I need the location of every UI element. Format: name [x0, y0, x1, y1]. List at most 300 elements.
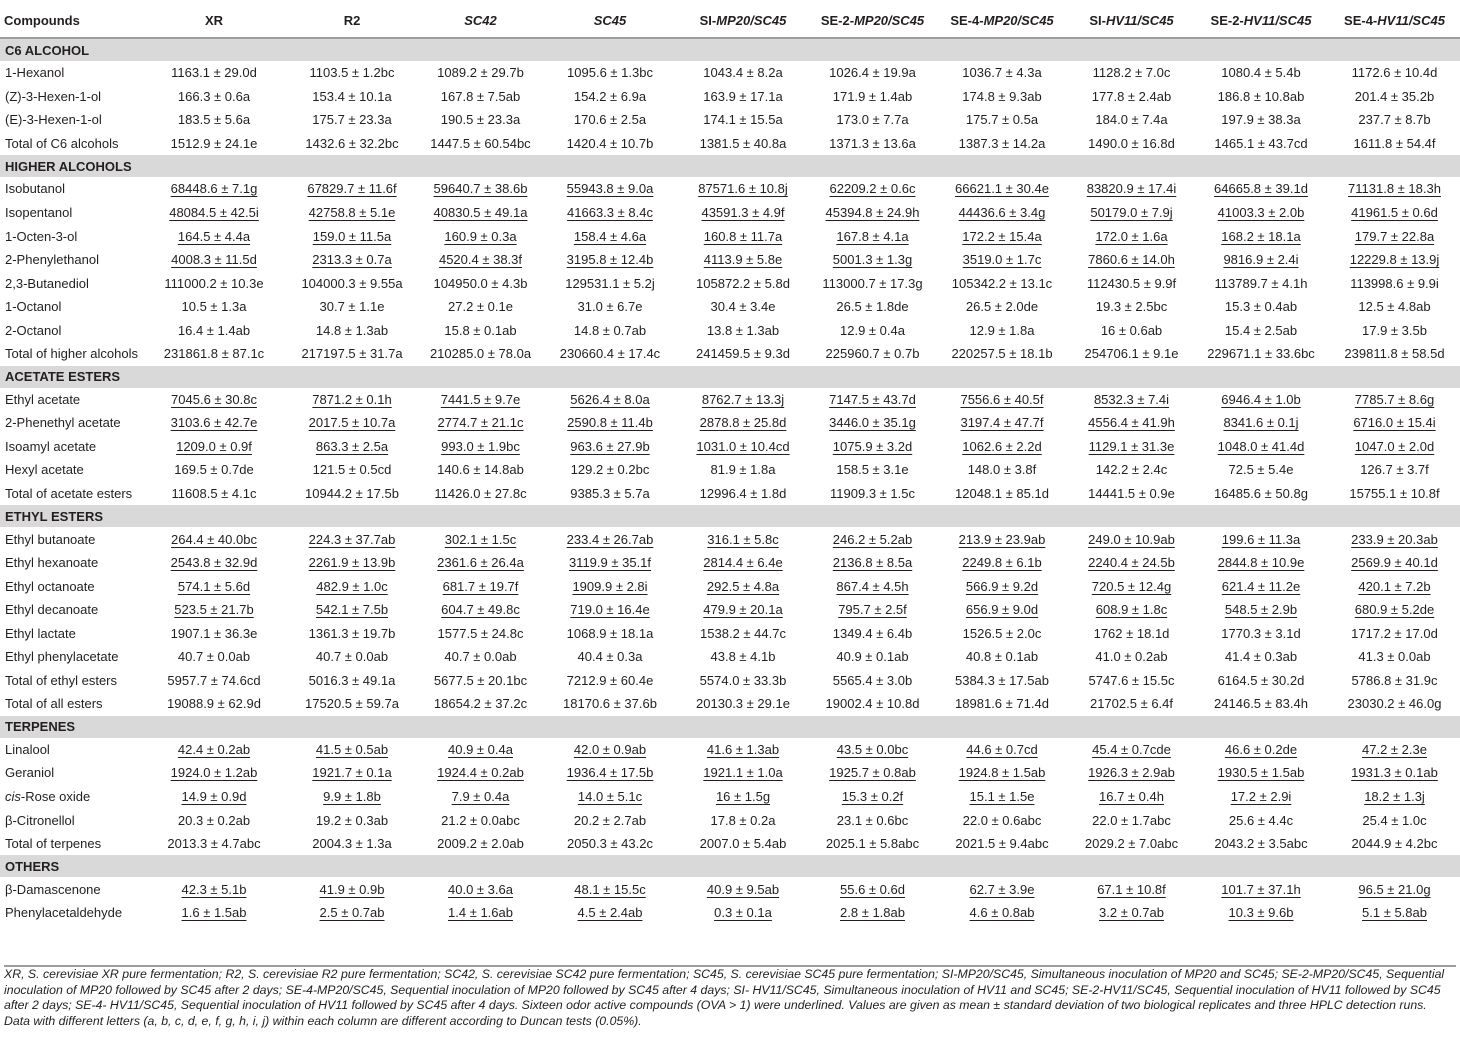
footnote-text: XR, S. cerevisiae XR pure fermentation; R2, S. cerevisiae R2 pure fermentation; SC42, S. cerevisiae SC42 pure fermentation; SC45, S. cerevisiae SC45 pure fermentation; SI-MP20/SC45, Simultaneous inoculation of MP20 and SC45; SE-2-MP20/SC45, Sequential inoculation of MP20 followed by SC45 after 2 days; SE-4-MP20/SC45, Sequential inoculation of MP20 followed by SC45 after 4 days; SI- HV11/SC45, Simultaneous inoculation of HV11 and SC45; SE-2-HV11/SC45, Sequential inoculation of HV11 followed by SC45 after 2 days; SE-4- HV11/SC45, Sequential inoculation of HV11 followed by SC45 after 4 days. Sixteen odor active compounds (OVA > 1) were underlined. Values are given as mean ± standard deviation of two biological replicates and three HPLC detection runs. Data with different letters (a, b, c, d, e, f, g, h, i, j) within each column are different according to Duncan tests (0.05%).	[4, 967, 1445, 1028]
value-cell	[1329, 877, 1460, 901]
value-text: 67829.7 ± 11.6f	[307, 181, 397, 197]
value-cell	[545, 318, 675, 342]
value-cell	[675, 832, 811, 856]
value-cell	[1070, 318, 1193, 342]
value-text: 62.7 ± 3.9e	[969, 881, 1035, 897]
value-text: 167.8 ± 7.5ab	[440, 88, 521, 104]
table-row	[0, 388, 1460, 412]
value-text: 48.1 ± 15.5c	[574, 881, 646, 897]
value-text: 1490.0 ± 16.8d	[1088, 135, 1175, 151]
value-cell	[416, 177, 545, 201]
value-text: 6716.0 ± 15.4i	[1353, 415, 1436, 431]
value-cell	[934, 435, 1070, 459]
value-text: 168.2 ± 18.1a	[1221, 228, 1301, 244]
value-cell	[934, 201, 1070, 225]
value-cell	[811, 458, 934, 482]
value-text: 224.3 ± 37.7ab	[308, 531, 396, 547]
value-text: 680.9 ± 5.2de	[1354, 602, 1435, 618]
value-cell	[811, 901, 934, 925]
value-cell	[1329, 738, 1460, 762]
value-cell	[1070, 598, 1193, 622]
value-text: 3.2 ± 0.7ab	[1099, 905, 1164, 921]
value-cell	[545, 621, 675, 645]
value-text: 11426.0 ± 27.8c	[434, 486, 527, 502]
value-text: 2774.7 ± 21.1c	[437, 415, 524, 431]
value-text: 45.4 ± 0.7cde	[1092, 741, 1171, 757]
column-header-text: Compounds	[4, 13, 80, 28]
value-text: 1770.3 ± 3.1d	[1221, 625, 1301, 641]
value-cell	[140, 108, 288, 132]
value-cell	[1193, 574, 1329, 598]
value-text: 292.5 ± 4.8a	[706, 578, 780, 594]
compound-name: Total of acetate esters	[5, 486, 133, 502]
value-cell	[1329, 201, 1460, 225]
value-cell	[1070, 574, 1193, 598]
value-cell	[545, 295, 675, 319]
value-text: 173.0 ± 7.7a	[836, 112, 909, 128]
value-text: 2844.8 ± 10.9e	[1217, 555, 1305, 571]
value-cell	[288, 85, 416, 109]
value-text: 239811.8 ± 58.5d	[1344, 346, 1445, 362]
value-text: 3446.0 ± 35.1g	[829, 415, 916, 431]
value-cell	[545, 551, 675, 575]
value-text: 5786.8 ± 31.9c	[1351, 672, 1438, 688]
value-cell	[288, 645, 416, 669]
value-cell	[140, 295, 288, 319]
value-cell	[140, 877, 288, 901]
value-cell	[140, 271, 288, 295]
value-text: 43.8 ± 4.1b	[710, 649, 776, 665]
value-text: 1.6 ± 1.5ab	[181, 905, 247, 921]
compound-name: Isoamyl acetate	[5, 438, 97, 454]
value-text: 166.3 ± 0.6a	[177, 88, 251, 104]
value-text: 18.2 ± 1.3j	[1364, 789, 1425, 805]
value-text: 863.3 ± 2.5a	[315, 438, 389, 454]
value-cell	[416, 645, 545, 669]
volatile-compounds-table	[0, 4, 1460, 925]
value-cell	[1070, 435, 1193, 459]
value-cell	[811, 761, 934, 785]
column-header-text: SE-4-	[1344, 13, 1378, 28]
value-text: 22.0 ± 1.7abc	[1092, 812, 1171, 828]
value-text: 608.9 ± 1.8c	[1095, 602, 1168, 618]
value-cell	[288, 808, 416, 832]
value-cell	[288, 411, 416, 435]
value-cell	[288, 61, 416, 85]
value-text: 172.0 ± 1.6a	[1095, 228, 1168, 244]
value-text: 604.7 ± 49.8c	[441, 602, 520, 618]
value-cell	[545, 692, 675, 716]
value-text: 81.9 ± 1.8a	[710, 462, 776, 478]
value-text: 5016.3 ± 49.1a	[308, 672, 396, 688]
value-text: 225960.7 ± 0.7b	[825, 346, 920, 362]
value-cell	[416, 435, 545, 459]
value-text: 4520.4 ± 38.3f	[438, 252, 523, 268]
value-text: 87571.6 ± 10.8j	[698, 181, 788, 197]
value-text: 15.3 ± 0.2f	[841, 789, 904, 805]
value-text: 7785.7 ± 8.6g	[1354, 391, 1435, 407]
value-text: 201.4 ± 35.2b	[1354, 88, 1435, 104]
value-text: 171.9 ± 1.4ab	[832, 88, 913, 104]
value-cell	[1329, 669, 1460, 693]
value-cell	[288, 551, 416, 575]
value-cell	[1329, 85, 1460, 109]
value-text: 113998.6 ± 9.9i	[1350, 275, 1439, 291]
value-text: 174.8 ± 9.3ab	[962, 88, 1042, 104]
value-text: 12.9 ± 1.8a	[969, 322, 1035, 338]
value-text: 2021.5 ± 9.4abc	[955, 836, 1049, 852]
value-cell	[545, 832, 675, 856]
value-text: 1924.8 ± 1.5ab	[958, 765, 1046, 781]
value-cell	[140, 645, 288, 669]
value-cell	[811, 248, 934, 272]
value-text: 40.0 ± 3.6a	[448, 881, 513, 897]
value-text: 233.9 ± 20.3ab	[1351, 531, 1438, 547]
value-cell	[1329, 785, 1460, 809]
compound-name: Ethyl decanoate	[5, 602, 99, 618]
value-cell	[416, 761, 545, 785]
value-text: 2007.0 ± 5.4ab	[699, 836, 787, 852]
table-row	[0, 482, 1460, 506]
value-text: 2004.3 ± 1.3a	[312, 836, 392, 852]
value-cell	[416, 108, 545, 132]
value-text: 2043.2 ± 3.5abc	[1214, 836, 1308, 852]
value-text: 720.5 ± 12.4g	[1091, 578, 1172, 594]
value-text: 105872.2 ± 5.8d	[696, 275, 790, 291]
value-cell	[1070, 669, 1193, 693]
value-cell	[1193, 832, 1329, 856]
value-text: 62209.2 ± 0.6c	[829, 181, 916, 197]
value-cell	[675, 692, 811, 716]
value-text: 2543.8 ± 32.9d	[170, 555, 258, 571]
value-cell	[545, 785, 675, 809]
value-cell	[675, 738, 811, 762]
value-cell	[1193, 527, 1329, 551]
table-row	[0, 248, 1460, 272]
value-text: 5747.6 ± 15.5c	[1088, 672, 1175, 688]
value-cell	[1329, 295, 1460, 319]
value-text: 3197.4 ± 47.7f	[960, 415, 1044, 431]
value-cell	[288, 388, 416, 412]
value-text: 104950.0 ± 4.3b	[433, 275, 528, 291]
compound-name: Isobutanol	[5, 181, 65, 197]
value-cell	[288, 832, 416, 856]
value-cell	[1070, 621, 1193, 645]
value-cell	[416, 598, 545, 622]
value-text: 2590.8 ± 11.4b	[567, 415, 653, 431]
value-text: 10944.2 ± 17.5b	[305, 486, 399, 502]
value-cell	[934, 482, 1070, 506]
value-cell	[675, 645, 811, 669]
value-text: 16.4 ± 1.4ab	[177, 322, 251, 338]
value-cell	[545, 177, 675, 201]
value-cell	[675, 271, 811, 295]
value-text: 795.7 ± 2.5f	[838, 602, 907, 618]
value-text: 126.7 ± 3.7f	[1360, 462, 1429, 478]
value-cell	[545, 598, 675, 622]
value-cell	[1329, 692, 1460, 716]
value-text: 186.8 ± 10.8ab	[1217, 88, 1305, 104]
value-cell	[416, 574, 545, 598]
value-text: 548.5 ± 2.9b	[1224, 602, 1298, 618]
value-text: 42758.8 ± 5.1e	[308, 205, 396, 220]
value-text: 1095.6 ± 1.3bc	[567, 65, 653, 81]
value-cell	[1070, 761, 1193, 785]
value-text: 220257.5 ± 18.1b	[951, 346, 1053, 362]
value-cell	[1193, 669, 1329, 693]
value-cell	[416, 342, 545, 366]
table-row	[0, 692, 1460, 716]
value-text: 129531.1 ± 5.2j	[565, 275, 655, 291]
value-text: 1209.0 ± 0.9f	[176, 438, 252, 454]
table-row	[0, 901, 1460, 925]
table-row	[0, 61, 1460, 85]
value-cell	[934, 248, 1070, 272]
value-cell	[545, 738, 675, 762]
value-text: 170.6 ± 2.5a	[573, 112, 647, 128]
value-cell	[811, 621, 934, 645]
value-text: 1577.5 ± 24.8c	[437, 625, 524, 641]
value-text: 164.5 ± 4.4a	[177, 228, 251, 244]
value-text: 41.9 ± 0.9b	[319, 881, 385, 897]
value-text: 1031.0 ± 10.4cd	[696, 438, 790, 454]
value-text: 15.8 ± 0.1ab	[444, 322, 517, 338]
value-text: 4.5 ± 2.4ab	[577, 905, 643, 921]
table-row	[0, 527, 1460, 551]
compound-name: Phenylacetaldehyde	[5, 905, 123, 921]
compound-name: Total of higher alcohols	[5, 346, 138, 362]
column-header-si-mp20-sc45	[675, 4, 811, 38]
value-text: 2361.6 ± 26.4a	[437, 555, 524, 571]
value-cell	[416, 669, 545, 693]
compound-name: Total of C6 alcohols	[5, 135, 119, 151]
value-cell	[288, 271, 416, 295]
value-cell	[1193, 761, 1329, 785]
value-text: 237.7 ± 8.7b	[1358, 112, 1431, 128]
value-cell	[1193, 901, 1329, 925]
value-cell	[288, 132, 416, 156]
value-cell	[545, 201, 675, 225]
value-text: 2.5 ± 0.7ab	[319, 905, 385, 921]
value-cell	[1329, 388, 1460, 412]
value-text: 2136.8 ± 8.5a	[832, 555, 913, 571]
value-cell	[1193, 435, 1329, 459]
value-cell	[811, 574, 934, 598]
value-text: 1921.1 ± 1.0a	[703, 765, 783, 781]
compound-name: Ethyl acetate	[5, 391, 81, 407]
value-cell	[934, 669, 1070, 693]
value-cell	[1193, 177, 1329, 201]
value-text: 2249.8 ± 6.1b	[962, 555, 1042, 571]
value-cell	[811, 669, 934, 693]
value-cell	[811, 645, 934, 669]
value-text: 230660.4 ± 17.4c	[559, 346, 661, 362]
value-cell	[934, 108, 1070, 132]
compound-name: Total of all esters	[5, 696, 103, 712]
value-cell	[1070, 177, 1193, 201]
value-text: 1089.2 ± 29.7b	[437, 65, 524, 81]
value-text: 163.9 ± 17.1a	[703, 88, 783, 104]
value-text: 2029.2 ± 7.0abc	[1084, 836, 1179, 852]
value-text: 197.9 ± 38.3a	[1221, 112, 1301, 128]
value-text: 9.9 ± 1.8b	[323, 789, 381, 805]
value-text: 1717.2 ± 17.0d	[1351, 625, 1438, 641]
value-cell	[934, 692, 1070, 716]
value-cell	[1329, 901, 1460, 925]
column-header-text: MP20/SC45	[983, 13, 1054, 28]
value-cell	[934, 738, 1070, 762]
value-text: 1420.4 ± 10.7b	[566, 135, 654, 151]
value-text: 4.6 ± 0.8ab	[969, 905, 1035, 921]
value-text: 13.8 ± 1.3ab	[706, 322, 780, 338]
value-cell	[934, 85, 1070, 109]
column-header-text: SI-	[699, 13, 717, 28]
compound-name: Hexyl acetate	[5, 462, 84, 478]
value-cell	[140, 201, 288, 225]
column-header-text: HV11/SC45	[1243, 13, 1312, 28]
value-text: 6164.5 ± 30.2d	[1217, 672, 1305, 688]
value-cell	[140, 61, 288, 85]
column-header-r2	[288, 4, 416, 38]
value-cell	[1193, 271, 1329, 295]
value-cell	[416, 808, 545, 832]
value-cell	[1193, 808, 1329, 832]
value-cell	[1070, 388, 1193, 412]
value-cell	[1329, 832, 1460, 856]
value-cell	[416, 388, 545, 412]
value-text: 20.2 ± 2.7ab	[573, 812, 647, 828]
value-text: 6946.4 ± 1.0b	[1221, 391, 1301, 407]
value-cell	[140, 248, 288, 272]
value-cell	[1193, 551, 1329, 575]
table-row	[0, 621, 1460, 645]
value-cell	[934, 551, 1070, 575]
value-cell	[1329, 61, 1460, 85]
value-cell	[416, 271, 545, 295]
value-cell	[140, 482, 288, 506]
value-cell	[934, 574, 1070, 598]
value-text: 169.5 ± 0.7de	[174, 462, 254, 478]
table-row	[0, 738, 1460, 762]
value-cell	[288, 761, 416, 785]
value-cell	[288, 527, 416, 551]
value-cell	[416, 551, 545, 575]
value-cell	[140, 224, 288, 248]
table-row	[0, 808, 1460, 832]
value-cell	[811, 877, 934, 901]
value-text: 1921.7 ± 0.1a	[312, 765, 392, 781]
value-text: 142.2 ± 2.4c	[1095, 462, 1168, 478]
value-text: 40.4 ± 0.3a	[577, 649, 643, 665]
value-cell	[675, 761, 811, 785]
section-row-others	[0, 855, 1460, 877]
compound-name: Ethyl butanoate	[5, 531, 96, 547]
value-cell	[545, 808, 675, 832]
value-cell	[934, 411, 1070, 435]
value-text: 48084.5 ± 42.5i	[169, 205, 259, 220]
value-cell	[1193, 482, 1329, 506]
value-cell	[288, 877, 416, 901]
column-header-text: XR	[204, 13, 224, 28]
value-cell	[1329, 248, 1460, 272]
column-header-se-4-mp20-sc45	[934, 4, 1070, 38]
value-cell	[545, 435, 675, 459]
value-cell	[140, 761, 288, 785]
value-text: 249.0 ± 10.9ab	[1088, 531, 1175, 547]
value-cell	[545, 645, 675, 669]
value-cell	[140, 132, 288, 156]
value-text: 1432.6 ± 32.2bc	[305, 135, 399, 151]
value-text: 19.2 ± 0.3ab	[315, 812, 389, 828]
value-cell	[934, 598, 1070, 622]
value-text: 179.7 ± 22.8a	[1354, 228, 1435, 244]
value-cell	[1193, 621, 1329, 645]
value-cell	[811, 61, 934, 85]
value-cell	[934, 621, 1070, 645]
value-cell	[1070, 901, 1193, 925]
value-text: 41.3 ± 0.0ab	[1358, 649, 1431, 665]
value-text: 574.1 ± 5.6d	[177, 578, 251, 594]
value-cell	[811, 738, 934, 762]
value-cell	[1070, 411, 1193, 435]
table-row	[0, 201, 1460, 225]
column-header-text: MP20/SC45	[716, 13, 787, 28]
value-text: 26.5 ± 1.8de	[836, 299, 909, 315]
value-cell	[811, 692, 934, 716]
table-row	[0, 132, 1460, 156]
value-cell	[1070, 248, 1193, 272]
value-text: 479.9 ± 20.1a	[703, 602, 783, 618]
value-cell	[1070, 738, 1193, 762]
value-text: 7147.5 ± 43.7d	[829, 391, 916, 407]
value-text: 174.1 ± 15.5a	[703, 112, 783, 128]
value-cell	[811, 527, 934, 551]
value-text: 1931.3 ± 0.1ab	[1351, 765, 1438, 781]
value-text: 5677.5 ± 20.1bc	[433, 672, 528, 688]
value-text: 46.6 ± 0.2de	[1224, 741, 1298, 757]
value-text: 4008.3 ± 11.5d	[171, 252, 257, 268]
value-cell	[545, 342, 675, 366]
value-text: 64665.8 ± 39.1d	[1214, 181, 1308, 197]
value-text: 183.5 ± 5.6a	[177, 112, 251, 128]
value-cell	[140, 785, 288, 809]
column-header-sc45	[545, 4, 675, 38]
value-cell	[140, 318, 288, 342]
value-cell	[416, 201, 545, 225]
value-text: 16485.6 ± 50.8g	[1214, 486, 1308, 502]
value-cell	[1193, 877, 1329, 901]
table-row	[0, 877, 1460, 901]
value-text: 55.6 ± 0.6d	[840, 881, 905, 897]
value-text: 113789.7 ± 4.1h	[1214, 275, 1308, 291]
value-text: 1924.0 ± 1.2ab	[170, 765, 258, 781]
value-text: 3103.6 ± 42.7e	[170, 415, 258, 431]
value-cell	[1070, 877, 1193, 901]
compound-name: Ethyl octanoate	[5, 578, 95, 594]
value-cell	[1329, 224, 1460, 248]
value-cell	[1329, 621, 1460, 645]
value-cell	[416, 458, 545, 482]
value-cell	[416, 785, 545, 809]
value-cell	[811, 85, 934, 109]
value-cell	[288, 435, 416, 459]
value-cell	[675, 177, 811, 201]
value-cell	[934, 785, 1070, 809]
value-cell	[934, 177, 1070, 201]
value-text: 16 ± 1.5g	[715, 789, 771, 805]
value-text: 42.4 ± 0.2ab	[177, 741, 251, 757]
value-cell	[545, 527, 675, 551]
